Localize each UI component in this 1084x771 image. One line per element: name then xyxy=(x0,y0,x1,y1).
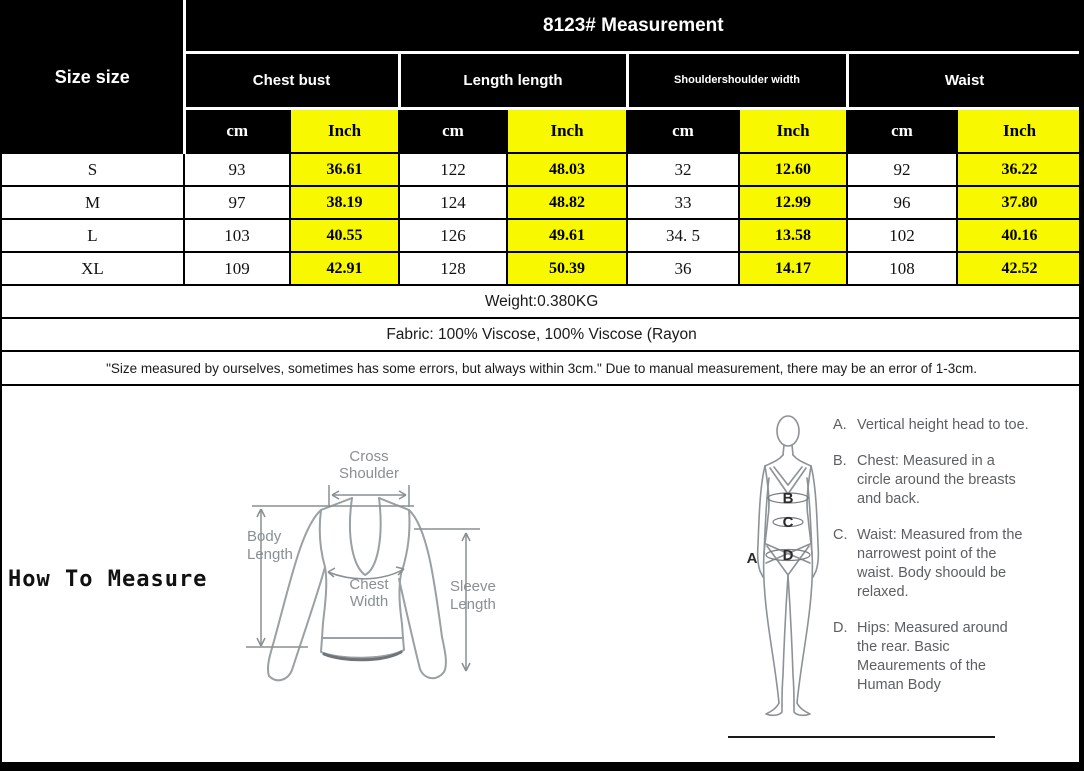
measure-notes xyxy=(833,416,1073,712)
table-cell: 32 xyxy=(627,153,739,186)
label-sleeve-length: Sleeve xyxy=(450,578,496,595)
table-cell: 128 xyxy=(399,252,507,285)
label-cross-shoulder: Shoulder xyxy=(338,465,400,482)
table-cell: 122 xyxy=(399,153,507,186)
note-text: Chest: Measured in a circle around the breasts and back. xyxy=(857,453,1016,507)
label-cross-shoulder: Cross xyxy=(349,448,389,465)
list-item xyxy=(833,619,1073,695)
table-cell: 14.17 xyxy=(739,252,847,285)
note-tag: C. xyxy=(833,527,848,543)
table-title: 8123# Measurement xyxy=(184,1,1082,52)
unit-header-cm: cm xyxy=(184,108,290,153)
unit-header-cm: cm xyxy=(627,108,739,153)
table-cell: 109 xyxy=(184,252,290,285)
list-item xyxy=(833,526,1073,602)
unit-header-inch: Inch xyxy=(739,108,847,153)
table-cell: 13.58 xyxy=(739,219,847,252)
size-column-header: Size size xyxy=(1,1,184,153)
body-figure-diagram xyxy=(740,405,830,737)
table-cell: 36.22 xyxy=(957,153,1082,186)
table-cell: 49.61 xyxy=(507,219,627,252)
table-cell: 42.91 xyxy=(290,252,399,285)
label-chest-width: Width xyxy=(349,593,389,610)
table-cell: 103 xyxy=(184,219,290,252)
table-cell: 40.55 xyxy=(290,219,399,252)
table-cell: 102 xyxy=(847,219,957,252)
table-cell: 50.39 xyxy=(507,252,627,285)
figure-label-b: B xyxy=(782,490,794,507)
note-tag: B. xyxy=(833,453,847,469)
table-cell: 92 xyxy=(847,153,957,186)
table-cell: 97 xyxy=(184,186,290,219)
unit-header-inch: Inch xyxy=(957,108,1082,153)
table-cell: 36.61 xyxy=(290,153,399,186)
note-text: Hips: Measured around the rear. Basic Meaurements of the Human Body xyxy=(857,620,1008,693)
table-cell: 42.52 xyxy=(957,252,1082,285)
group-header-shoulder: Shouldershoulder width xyxy=(627,52,847,108)
table-row xyxy=(1,153,1082,186)
table-cell: 33 xyxy=(627,186,739,219)
unit-header-inch: Inch xyxy=(507,108,627,153)
garment-measure-diagram xyxy=(228,441,528,706)
figure-label-a: A xyxy=(746,550,758,567)
label-sleeve-length: Length xyxy=(450,596,496,613)
group-header-length: Length length xyxy=(399,52,627,108)
unit-header-inch: Inch xyxy=(290,108,399,153)
figure-label-c: C xyxy=(782,514,794,531)
page-border-left xyxy=(0,0,2,771)
size-row-label: M xyxy=(1,186,184,219)
table-row xyxy=(1,186,1082,219)
section-title: How To Measure xyxy=(8,567,208,592)
list-item xyxy=(833,452,1073,509)
table-cell: 126 xyxy=(399,219,507,252)
table-cell: 48.03 xyxy=(507,153,627,186)
group-header-waist: Waist xyxy=(847,52,1082,108)
table-cell: 124 xyxy=(399,186,507,219)
how-to-measure-section xyxy=(0,389,1084,762)
unit-header-cm: cm xyxy=(847,108,957,153)
size-row-label: L xyxy=(1,219,184,252)
table-cell: 40.16 xyxy=(957,219,1082,252)
table-cell: 93 xyxy=(184,153,290,186)
size-row-label: XL xyxy=(1,252,184,285)
table-cell: 48.82 xyxy=(507,186,627,219)
group-header-chest: Chest bust xyxy=(184,52,399,108)
figure-label-d: D xyxy=(782,547,794,564)
label-body-length: Body xyxy=(247,528,282,545)
divider-line xyxy=(728,736,995,738)
page-border-bottom xyxy=(0,762,1084,771)
table-row xyxy=(1,219,1082,252)
table-cell: 36 xyxy=(627,252,739,285)
note-tag: D. xyxy=(833,620,848,636)
fabric-row: Fabric: 100% Viscose, 100% Viscose (Rayon xyxy=(1,318,1082,351)
label-chest-width: Chest xyxy=(349,576,389,593)
list-item xyxy=(833,416,1073,435)
table-cell: 12.99 xyxy=(739,186,847,219)
table-cell: 38.19 xyxy=(290,186,399,219)
table-cell: 12.60 xyxy=(739,153,847,186)
table-cell: 108 xyxy=(847,252,957,285)
page-border-right xyxy=(1079,0,1084,771)
note-tag: A. xyxy=(833,417,847,433)
table-cell: 96 xyxy=(847,186,957,219)
note-text: Waist: Measured from the narrowest point of the waist. Body shoould be relaxed. xyxy=(857,527,1023,600)
label-body-length: Length xyxy=(247,546,293,563)
unit-header-cm: cm xyxy=(399,108,507,153)
disclaimer-row: "Size measured by ourselves, sometimes has some errors, but always within 3cm." Due to manual measurement, there may be an error of 1-3cm. xyxy=(1,351,1082,385)
note-text: Vertical height head to toe. xyxy=(857,417,1029,433)
table-cell: 37.80 xyxy=(957,186,1082,219)
table-row xyxy=(1,252,1082,285)
table-cell: 34. 5 xyxy=(627,219,739,252)
size-row-label: S xyxy=(1,153,184,186)
weight-row: Weight:0.380KG xyxy=(1,285,1082,318)
